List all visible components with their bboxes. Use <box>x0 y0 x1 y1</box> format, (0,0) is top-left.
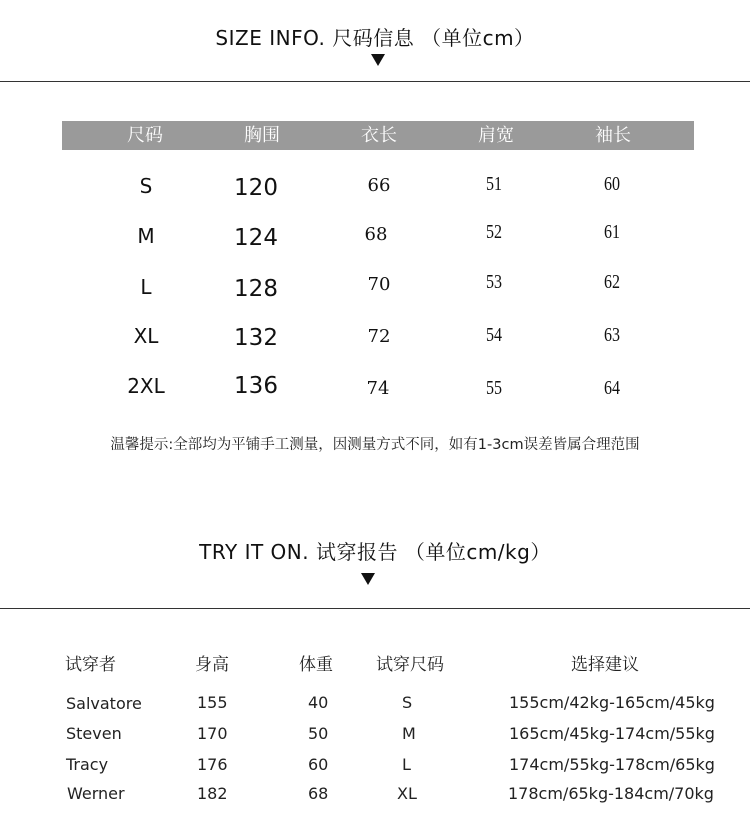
table-cell: 64 <box>604 377 620 399</box>
try-it-on-title: TRY IT ON. 试穿报告 （单位cm/kg） <box>199 540 551 564</box>
table-cell: 2XL <box>127 374 165 398</box>
table-cell: 174cm/55kg-178cm/65kg <box>509 755 715 774</box>
divider <box>0 81 750 82</box>
table-cell: 63 <box>604 324 620 346</box>
table-cell: M <box>402 724 416 743</box>
table-cell: M <box>137 224 155 248</box>
header-chest: 胸围 <box>244 125 280 146</box>
try-header-size: 试穿尺码 <box>376 655 444 675</box>
table-cell: 165cm/45kg-174cm/55kg <box>509 724 715 743</box>
try-header-tester: 试穿者 <box>65 655 116 675</box>
size-info-title: SIZE INFO. 尺码信息 （单位cm） <box>215 26 535 50</box>
table-cell: 155 <box>197 693 228 712</box>
table-cell: L <box>402 755 411 774</box>
table-cell: 182 <box>197 784 228 803</box>
table-cell: 120 <box>234 175 278 201</box>
table-cell: 53 <box>486 271 502 293</box>
table-cell: 70 <box>367 274 391 295</box>
table-cell: 60 <box>308 755 329 774</box>
size-table-header <box>62 121 694 150</box>
table-cell: 72 <box>367 326 391 347</box>
table-cell: 68 <box>308 784 329 803</box>
down-arrow-icon <box>361 573 375 585</box>
header-length: 衣长 <box>361 125 397 146</box>
table-cell: 55 <box>486 377 502 399</box>
table-cell: Werner <box>67 784 125 803</box>
table-cell: 51 <box>486 173 502 195</box>
table-cell: 128 <box>234 276 278 302</box>
table-cell: 178cm/65kg-184cm/70kg <box>508 784 714 803</box>
table-cell: XL <box>397 784 417 803</box>
header-sleeve: 袖长 <box>595 125 631 146</box>
table-cell: S <box>402 693 413 712</box>
table-cell: 54 <box>486 324 502 346</box>
table-cell: Steven <box>66 724 122 743</box>
table-cell: Salvatore <box>66 694 142 713</box>
header-shoulder: 肩宽 <box>478 125 514 146</box>
measurement-tip: 温馨提示:全部均为平铺手工测量，因测量方式不同，如有1-3cm误差皆属合理范围 <box>110 437 640 453</box>
try-header-suggestion: 选择建议 <box>571 655 639 675</box>
table-cell: 155cm/42kg-165cm/45kg <box>509 693 715 712</box>
try-header-height: 身高 <box>195 655 229 675</box>
divider <box>0 608 750 609</box>
table-cell: S <box>139 174 153 198</box>
table-cell: 136 <box>234 373 278 399</box>
table-cell: Tracy <box>66 755 109 774</box>
table-cell: 62 <box>604 271 620 293</box>
table-cell: 66 <box>367 175 391 196</box>
table-cell: 74 <box>366 378 390 399</box>
table-cell: 170 <box>197 724 228 743</box>
table-cell: L <box>140 275 152 299</box>
table-cell: 60 <box>604 173 620 195</box>
table-cell: 50 <box>308 724 329 743</box>
table-cell: 176 <box>197 755 228 774</box>
down-arrow-icon <box>371 54 385 66</box>
table-cell: 52 <box>486 221 502 243</box>
table-cell: 132 <box>234 325 278 351</box>
header-size: 尺码 <box>127 125 163 146</box>
table-cell: 61 <box>604 221 620 243</box>
table-cell: XL <box>133 324 159 348</box>
table-cell: 124 <box>234 225 278 251</box>
table-cell: 68 <box>364 224 388 245</box>
table-cell: 40 <box>308 693 329 712</box>
try-header-weight: 体重 <box>299 655 333 675</box>
